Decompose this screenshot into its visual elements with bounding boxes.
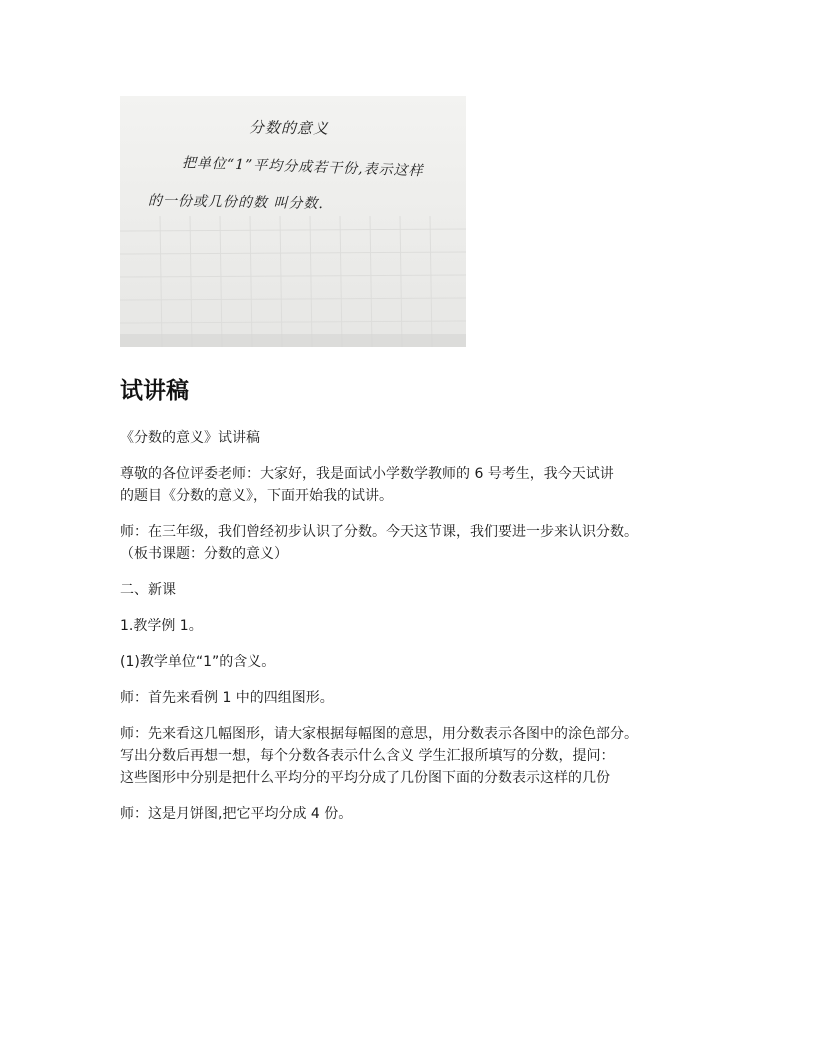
paragraph-section <box>120 579 720 601</box>
paragraph-line: 师：这是月饼图,把它平均分成 4 份。 <box>120 806 353 822</box>
paragraph-line: 的题目《分数的意义》，下面开始我的试讲。 <box>120 488 393 504</box>
paragraph-line: 师：先来看这几幅图形，请大家根据每幅图的意思，用分数表示各图中的涂色部分。 <box>120 726 638 742</box>
paragraph-line: 这些图形中分别是把什么平均分的平均分成了几份图下面的分数表示这样的几份 <box>120 770 610 786</box>
paragraph-line: 师：在三年级，我们曾经初步认识了分数。今天这节课，我们要进一步来认识分数。 <box>120 524 638 540</box>
paragraph-example <box>120 615 720 637</box>
paragraph-greeting <box>120 463 720 507</box>
paragraph-title <box>120 427 720 449</box>
handwritten-note-photo <box>120 96 466 347</box>
paragraph-line: (1)教学单位“1”的含义。 <box>120 654 276 670</box>
note-line-2: 的一份或几份的数 叫分数. <box>147 193 325 213</box>
paragraph-mooncake <box>120 803 720 825</box>
paragraph-line: 写出分数后再想一想，每个分数各表示什么含义 学生汇报所填写的分数，提问： <box>120 748 615 764</box>
paragraph-unit <box>120 651 720 673</box>
paragraph-line: （板书课题：分数的意义） <box>120 546 288 562</box>
paragraph-line: 师：首先来看例 1 中的四组图形。 <box>120 690 334 706</box>
note-line-1: 把单位“1”平均分成若干份,表示这样 <box>181 155 424 180</box>
paragraph-intro <box>120 521 720 565</box>
page-heading: 试讲稿 <box>120 378 189 404</box>
paragraph-explain <box>120 723 720 789</box>
paragraph-line: 《分数的意义》试讲稿 <box>120 430 260 446</box>
paragraph-line: 1.教学例 1。 <box>120 618 203 634</box>
paragraph-figures <box>120 687 720 709</box>
note-title: 分数的意义 <box>248 118 330 138</box>
paragraph-line: 二、新课 <box>120 582 176 598</box>
paragraph-line: 尊敬的各位评委老师：大家好，我是面试小学数学教师的 6 号考生，我今天试讲 <box>120 466 614 482</box>
